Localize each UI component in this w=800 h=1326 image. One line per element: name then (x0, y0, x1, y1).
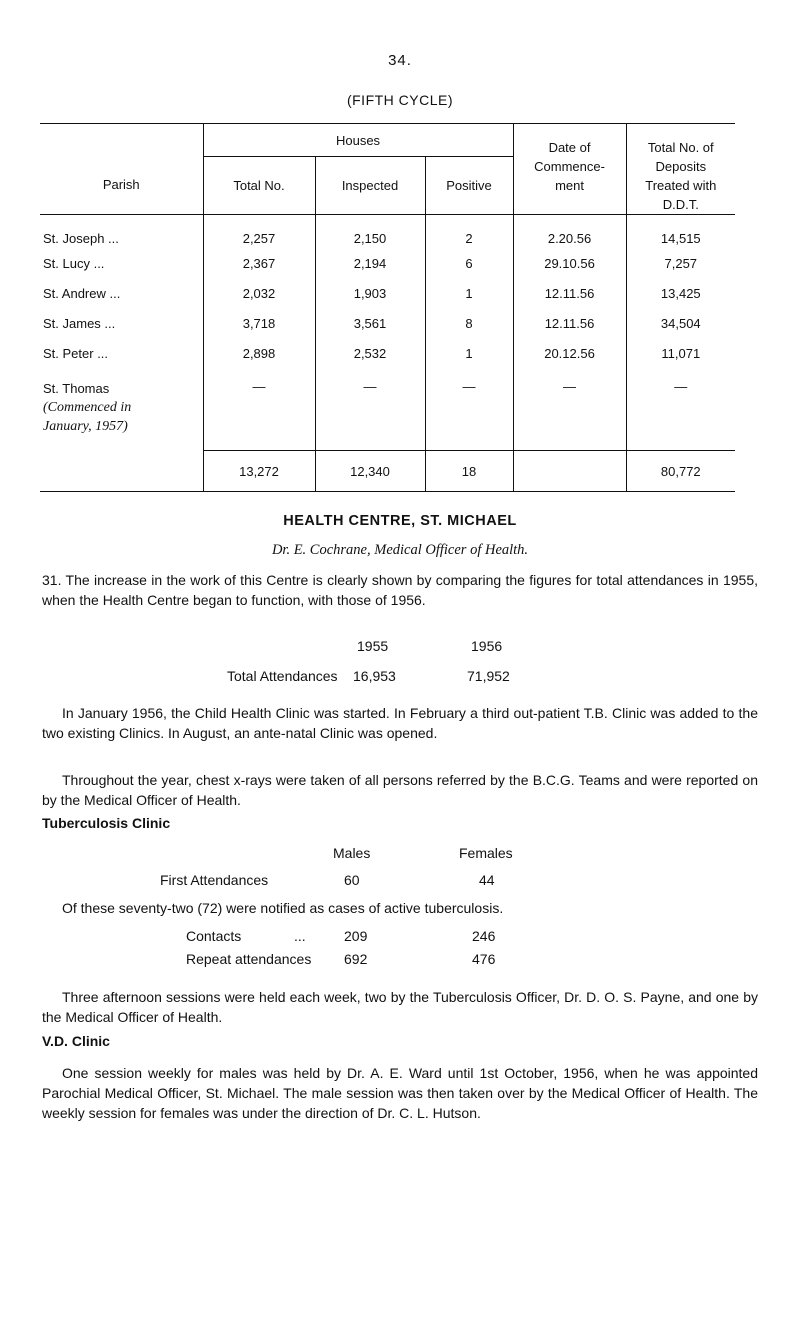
section-title: HEALTH CENTRE, ST. MICHAEL (283, 513, 517, 529)
table-row-st-thomas: St. Thomas (Commenced in January, 1957) — — — — — (40, 369, 735, 451)
first-attendances-males: 60 (344, 872, 360, 888)
contacts-males: 209 (344, 928, 368, 944)
paragraph-january: In January 1956, the Child Health Clinic was started. In February a third out-patient T.B. Clinic was added to the two existing Clinics. In August, an ante-natal Clinic was opened. (42, 705, 758, 741)
table-row: St. Peter ... 2,898 2,532 1 20.12.56 11,071 (40, 339, 735, 369)
header-parish: Parish (40, 124, 203, 215)
total-attendances-label: Total Attendances (227, 668, 338, 684)
header-positive: Positive (425, 157, 513, 215)
males-header: Males (333, 845, 371, 861)
repeat-attendances-label: Repeat attendances (186, 951, 312, 967)
table-row: St. Lucy ... 2,367 2,194 6 29.10.56 7,257 (40, 249, 735, 279)
repeat-males: 692 (344, 951, 368, 967)
contacts-dots: ... (294, 928, 306, 944)
vd-clinic-heading: V.D. Clinic (42, 1033, 110, 1049)
year-1955: 1955 (357, 638, 389, 654)
table-totals-row: 13,272 12,340 18 80,772 (40, 451, 735, 492)
header-deposits: Total No. of Deposits Treated with D.D.T. (626, 124, 735, 215)
table-row: St. James ... 3,718 3,561 8 12.11.56 34,504 (40, 309, 735, 339)
contacts-label: Contacts (186, 928, 242, 944)
contacts-females: 246 (472, 928, 496, 944)
attendances-1956: 71,952 (467, 668, 510, 684)
paragraph-vd: One session weekly for males was held by Dr. A. E. Ward until 1st October, 1956, when he was appointed Parochial Medical Officer, St. Michael. The male session was then taken over by the Medical Officer of Health. The weekly session for females was under the direction of Dr. C. L. Hutson. (42, 1065, 758, 1121)
repeat-females: 476 (472, 951, 496, 967)
year-1956: 1956 (471, 638, 503, 654)
paragraph-xray: Throughout the year, chest x-rays were taken of all persons referred by the B.C.G. Teams and were reported on by the Medical Officer of Health. (42, 772, 758, 808)
paragraph-31: 31. The increase in the work of this Centre is clearly shown by comparing the figures for total attendances in 1955, when the Health Centre began to function, with those of 1956. (42, 572, 758, 608)
paragraph-sessions: Three afternoon sessions were held each week, two by the Tuberculosis Officer, Dr. D. O. S. Payne, and one by the Medical Officer of Health. (42, 989, 758, 1025)
header-total-no: Total No. (203, 157, 315, 215)
cycle-title: (FIFTH CYCLE) (346, 92, 454, 108)
page-number: 34. (388, 52, 412, 69)
table-row: St. Joseph ... 2,257 2,150 2 2.20.56 14,515 (40, 215, 735, 249)
header-date: Date of Commence- ment (513, 124, 626, 215)
notified-line: Of these seventy-two (72) were notified as cases of active tuberculosis. (62, 900, 504, 916)
first-attendances-label: First Attendances (160, 872, 269, 888)
table-row: St. Andrew ... 2,032 1,903 1 12.11.56 13,425 (40, 279, 735, 309)
header-inspected: Inspected (315, 157, 425, 215)
first-attendances-females: 44 (479, 872, 495, 888)
parish-table (40, 123, 735, 492)
officer-line: Dr. E. Cochrane, Medical Officer of Health. (271, 542, 529, 558)
females-header: Females (459, 845, 513, 861)
tb-clinic-heading: Tuberculosis Clinic (42, 815, 171, 831)
header-houses: Houses (203, 124, 513, 157)
attendances-1955: 16,953 (353, 668, 396, 684)
